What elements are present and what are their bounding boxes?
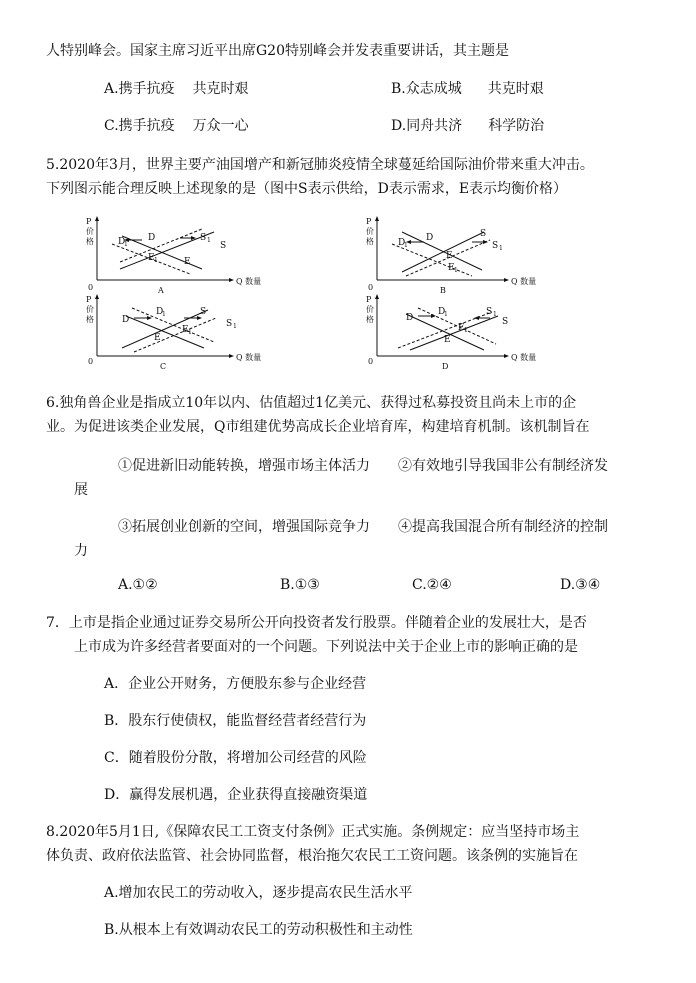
graph-d-p: P: [366, 295, 372, 304]
graph-a-x-arrow: [229, 278, 234, 282]
intro-option-a[interactable]: A.携手抗疫 共克时艰: [104, 81, 249, 97]
graph-a-s1-sub: 1: [207, 237, 211, 244]
graph-c-s1-label: S: [226, 319, 233, 329]
q6-item4-cont: 力: [74, 543, 88, 559]
q8-option-b[interactable]: B.从根本上有效调动农民工的劳动积极性和主动性: [104, 922, 413, 938]
q8-line2: 体负责、政府依法监管、社会协同监督，根治拖欠农民工工资问题。该条例的实施旨在: [46, 848, 578, 864]
graph-d-s-line: [410, 316, 498, 350]
graph-b-s1-label: S: [492, 241, 499, 251]
graph-c[interactable]: [82, 292, 272, 374]
graph-b-xlab: Q 数量: [511, 277, 537, 286]
graph-c-origin: 0: [88, 357, 94, 366]
graph-b-ylab3: 格: [366, 237, 374, 246]
graph-c-d-label: D: [122, 315, 130, 325]
graph-b-p: P: [366, 217, 372, 226]
graph-b-s1-sub: 1: [499, 245, 503, 252]
graph-b-e1-label: E: [448, 263, 455, 273]
graph-c-p: P: [86, 295, 92, 304]
graph-d-s-label: S: [502, 317, 509, 327]
graph-d-x-arrow: [504, 354, 509, 358]
graph-a[interactable]: [82, 214, 272, 296]
graph-c-e-label: E: [154, 333, 161, 343]
graph-a-p: P: [86, 217, 92, 226]
graph-c-d1-sub: 1: [162, 311, 166, 318]
q5-line2: 下列图示能合理反映上述现象的是（图中S表示供给，D表示需求，E表示均衡价格）: [46, 181, 568, 197]
graph-d-caption: D: [442, 362, 449, 371]
graph-a-e1-sub: 1: [154, 257, 158, 264]
graph-c-s1-line: [134, 318, 216, 352]
graph-c-y-arrow: [95, 294, 99, 299]
graph-d-ylab2: 价: [366, 305, 374, 314]
q6-line1: 6.独角兽企业是指成立10年以内、估值超过1亿美元、获得过私募投资且尚未上市的企: [46, 395, 577, 411]
graph-d-e1-sub: 1: [464, 327, 468, 334]
graph-b-d1-label: D: [398, 238, 406, 248]
graph-a-ylab3: 格: [86, 237, 94, 246]
graph-d-ylab3: 格: [366, 315, 374, 324]
q6-line2: 业。为促进该类企业发展，Q市组建优势高成长企业培育库，构建培育机制。该机制旨在: [46, 419, 590, 435]
graph-c-e1-label: E: [182, 325, 189, 335]
graph-b-ylab2: 价: [366, 227, 374, 236]
graph-b-origin: 0: [368, 283, 374, 292]
q6-item2-cont: 展: [74, 482, 88, 498]
graph-a-ylab2: 价: [86, 227, 94, 236]
graph-b-e-label: E: [446, 251, 453, 261]
q6-item1[interactable]: ①促进新旧动能转换，增强市场主体活力: [118, 458, 370, 474]
graph-d-d1-label: D: [438, 307, 446, 317]
intro-option-b[interactable]: B.众志成城 共克时艰: [391, 81, 544, 97]
q7-line2: 上市成为许多经营者要面对的一个问题。下列说法中关于企业上市的影响正确的是: [74, 639, 578, 655]
q7-line1: 7．上市是指企业通过证券交易所公开向投资者发行股票。伴随着企业的发展壮大，是否: [46, 615, 587, 631]
graph-d-xlab: Q 数量: [511, 353, 537, 362]
graph-a-e1-label: E: [148, 253, 155, 263]
q8-option-a[interactable]: A.增加农民工的劳动收入，逐步提高农民生活水平: [104, 885, 413, 901]
graph-a-s1-label: S: [200, 233, 207, 243]
q7-option-c[interactable]: C．随着股份分散，将增加公司经营的风险: [104, 750, 367, 766]
graph-d[interactable]: [362, 292, 562, 374]
graph-c-e1-sub: 1: [188, 329, 192, 336]
graph-c-arrow-d-head: [147, 316, 152, 320]
intro-option-d[interactable]: D.同舟共济 科学防治: [391, 118, 545, 134]
graph-a-d1-label: D: [118, 237, 126, 247]
graph-b-d-line: [402, 232, 482, 270]
graph-c-s1-sub: 1: [233, 323, 237, 330]
graph-c-d1-label: D: [156, 307, 164, 317]
intro-question-line: 人特别峰会。国家主席习近平出席G20特别峰会并发表重要讲话，其主题是: [46, 43, 509, 59]
q7-option-a[interactable]: A．企业公开财务，方便股东参与企业经营: [104, 676, 367, 692]
graph-a-d1-sub: 1: [124, 241, 128, 248]
graph-d-e-label: E: [444, 335, 451, 345]
q6-item4[interactable]: ④提高我国混合所有制经济的控制: [398, 519, 608, 535]
graph-d-d1-sub: 1: [444, 311, 448, 318]
graph-d-y-arrow: [375, 294, 379, 299]
graph-c-x-arrow: [229, 354, 234, 358]
graph-d-s1-sub: 1: [493, 311, 497, 318]
q8-line1: 8.2020年5月1日,《保障农民工工资支付条例》正式实施。条例规定：应当坚持市场主: [46, 824, 580, 840]
intro-option-c[interactable]: C.携手抗疫 万众一心: [104, 118, 249, 134]
graph-a-xlab: Q 数量: [236, 277, 262, 286]
graph-d-origin: 0: [368, 357, 374, 366]
q7-option-d[interactable]: D．赢得发展机遇，企业获得直接融资渠道: [104, 787, 368, 803]
graph-b-y-arrow: [375, 216, 379, 221]
q7-option-b[interactable]: B．股东行使债权，能监督经营者经营行为: [104, 713, 367, 729]
graph-b-d1-sub: 1: [404, 242, 408, 249]
graph-a-s-label: S: [220, 241, 227, 251]
graph-c-ylab2: 价: [86, 305, 94, 314]
q6-option-a[interactable]: A.①②: [118, 577, 158, 593]
graph-b-e1-sub: 1: [454, 267, 458, 274]
graph-a-y-arrow: [95, 216, 99, 221]
q6-option-d[interactable]: D.③④: [560, 577, 601, 593]
graph-b-s-label: S: [480, 229, 487, 239]
graph-a-caption: A: [158, 286, 164, 295]
graph-a-origin: 0: [88, 283, 94, 292]
q6-option-b[interactable]: B.①③: [280, 577, 320, 593]
graph-b[interactable]: [362, 214, 562, 296]
graph-b-x-arrow: [504, 278, 509, 282]
graph-a-e-label: E: [184, 257, 191, 267]
graph-d-s1-label: S: [486, 307, 493, 317]
graph-c-caption: C: [160, 362, 167, 371]
graph-d-arrow-d-head: [431, 314, 436, 318]
graph-d-d-label: D: [406, 313, 414, 323]
graph-c-s-label: S: [200, 307, 207, 317]
q5-line1: 5.2020年3月，世界主要产油国增产和新冠肺炎疫情全球蔓延给国际油价带来重大冲击。: [46, 157, 594, 173]
q6-item2[interactable]: ②有效地引导我国非公有制经济发: [398, 458, 608, 474]
graph-d-e1-label: E: [458, 323, 465, 333]
graph-b-arrow-s-head: [483, 240, 488, 244]
graph-a-d-label: D: [148, 233, 156, 243]
graph-c-ylab3: 格: [86, 315, 94, 324]
q6-option-c[interactable]: C.②④: [412, 577, 452, 593]
graph-d-arrow-s-head: [474, 316, 479, 320]
graph-c-xlab: Q 数量: [236, 353, 262, 362]
graph-c-d-line: [126, 316, 204, 348]
graph-b-d-label: D: [426, 233, 434, 243]
graph-b-caption: B: [440, 286, 446, 295]
graph-d-d1-line: [418, 308, 496, 344]
q6-item3[interactable]: ③拓展创业创新的空间，增强国际竞争力: [118, 519, 370, 535]
